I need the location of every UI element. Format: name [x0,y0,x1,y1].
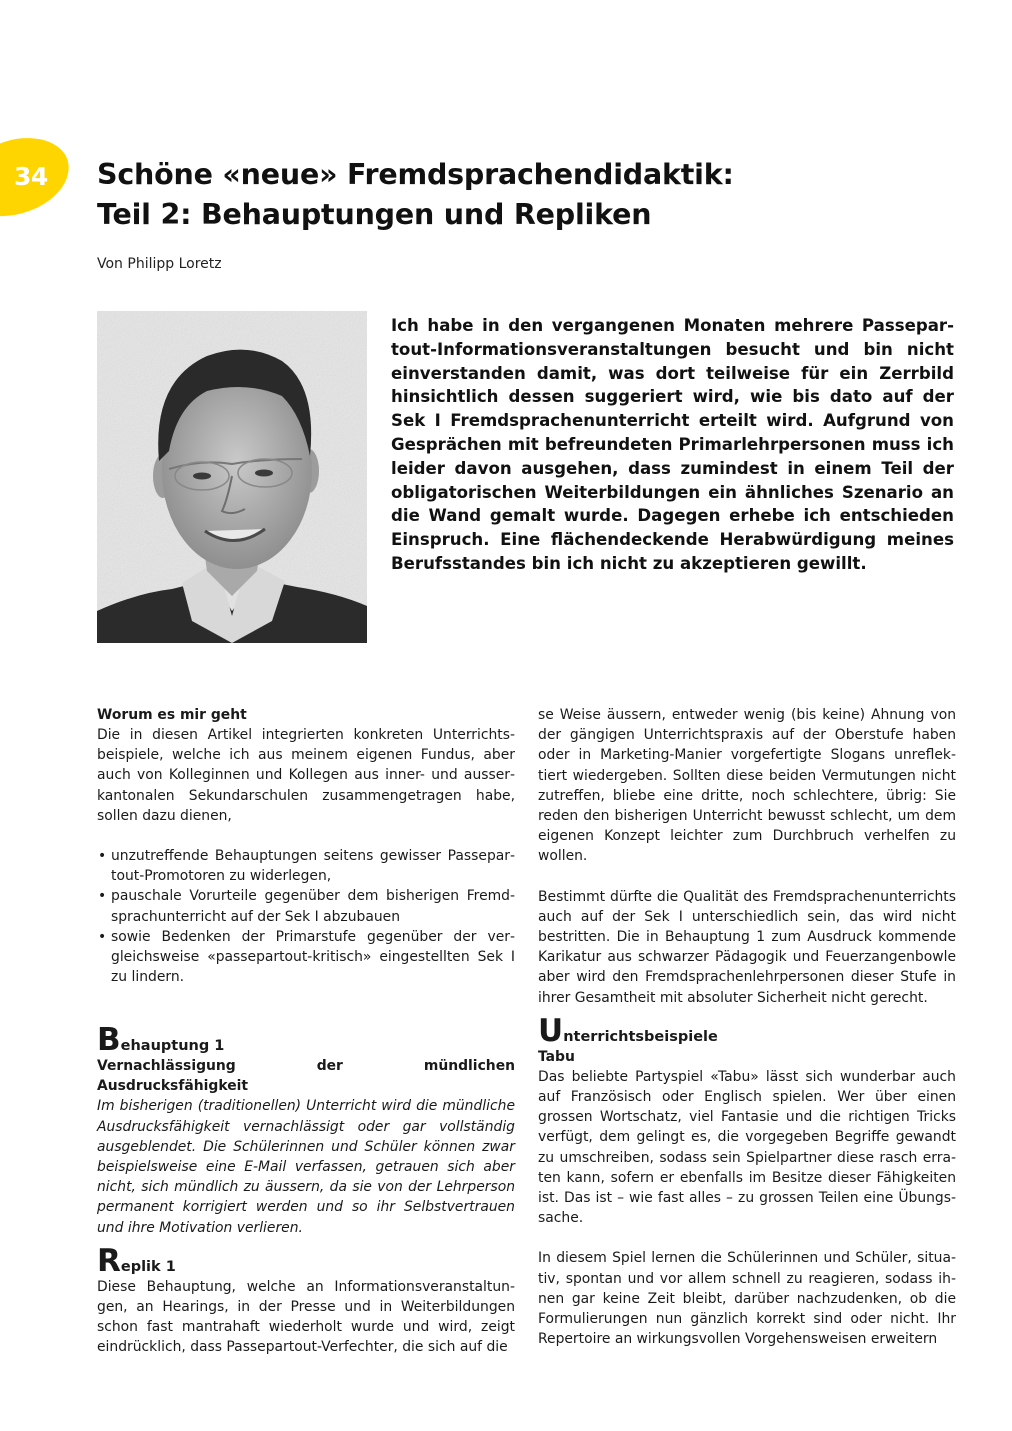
spacer [97,1238,515,1248]
replik-1-text: Diese Behauptung, welche an Informationsveranstaltungen, an Hearings, in der Presse und in Weiterbildungen schon fast mantrahaft wiederholt wurde und wird, zeigt eindrücklich, dass Passepartout-Verfechter, die sich auf die [97,1278,515,1356]
author-portrait [97,311,367,643]
drop-initial: U [538,1012,564,1049]
spacer [538,1008,956,1018]
author-byline: Von Philipp Loretz [97,256,222,272]
heading-behauptung-1 [97,1022,515,1059]
portrait-image-icon [97,311,367,643]
spacer [97,987,515,1027]
behauptung-1-text: Im bisherigen (traditionellen) Unterricht wird die mündliche Ausdrucksfähigkeit vernachlässigt oder gar vollständig ausgeblendet. Die Schülerinnen und Schüler können zwar beispielsweise eine E-Mail verfassen, getrauen sich aber nicht, sich mündlich zu äussern, da sie von der Lehrperson permanent korrigiert werden und so ihr Selbstvertrauen und ihre Motivation verlieren. [97,1098,515,1236]
list-item-text: pauschale Vorurteile gegenüber dem bisherigen Fremdsprachunterricht auf der Sek I abzubauen [111,888,515,925]
tabu-paragraph-1: Das beliebte Partyspiel «Tabu» lässt sich wunderbar auch auf Französisch oder Englisch spielen. Wer über einen grossen Wortschatz, viel Fantasie und die richtigen Tricks verfügt, dem gelingt es, die vorgegeben Begriffe gewandt zu umschreiben, sodass sein Spielpartner diese rasch erraten kann, sofern er ebenfalls im Besitze dieser Fähigkeiten ist. Das ist – wie fast alles – zu grossen Teilen eine Übungssache. [538,1068,956,1227]
subheading-tabu: Tabu [538,1048,575,1065]
title-line-1: Schöne «neue» Fremdsprachendidaktik: [97,158,734,191]
heading-text: ehauptung 1 [120,1038,225,1055]
lead-paragraph: Ich habe in den vergangenen Monaten mehrere Passepartout-Informationsveranstaltungen besucht und bin nicht einverstanden damit, was dort teilweise für ein Zerrbild hinsichtlich dessen suggeriert wird, wie bis dato auf der Sek I Fremdsprachenunterricht erteilt wird. Aufgrund von Gesprächen mit befreundeten Primarlehrpersonen muss ich leider davon ausgehen, dass zumindest in einem Teil der obligatorischen Weiterbildungen ein ähnliches Szenario an die Wand gemalt wurde. Dagegen erhebe ich entschieden Einspruch. Eine flächendeckende Herabwürdigung meines Berufsstandes bin ich nicht zu akzeptieren gewillt. [391,316,954,573]
list-item [97,846,515,886]
tabu-paragraph-2: In diesem Spiel lernen die Schülerinnen und Schüler, situativ, spontan und vor allem schnell zu reagieren, sodass ihnen gar keine Zeit bleibt, darüber nachzudenken, ob die Formulierungen nun gänzlich korrekt sind oder nicht. Ihr Repertoire an wirkungsvollen Vorgehensweisen erweitern [538,1250,956,1348]
bullet-icon: • [98,928,107,945]
replik-1-continued: se Weise äussern, entweder wenig (bis keine) Ahnung von der gängigen Unterrichtspraxis auf der Oberstufe haben oder in Marketing-Manier vorgefertigte Slogans unreflektiert wiedergeben. Sollten diese beiden Vermutungen nicht zutreffen, bliebe eine dritte, noch schlechtere, übrig: Sie reden den bisherigen Unterricht bewusst schlecht, um dem eigenen Konzept leichter zum Durchbruch verhelfen zu wollen. [538,707,956,865]
heading-unterrichtsbeispiele [538,1012,956,1049]
spacer [538,1228,956,1248]
list-item [97,927,515,988]
list-item [97,886,515,926]
title-line-2: Teil 2: Behauptungen und Repliken [97,198,652,231]
drop-initial: B [97,1022,121,1059]
page-number: 34 [14,162,48,191]
right-column [538,705,956,1349]
intro-paragraph: Die in diesen Artikel integrierten konkreten Unterrichtsbeispiele, welche ich aus meinem eigenen Fundus, aber auch von Kolleginnen und Kollegen aus inner- und ausserkantonalen Sekundarschulen zusammengetragen habe, sollen dazu dienen, [97,727,515,824]
bullet-icon: • [98,848,107,865]
spacer [538,867,956,887]
section-heading-worum: Worum es mir geht [97,707,247,723]
list-item-text: sowie Bedenken der Primarstufe gegenüber der vergleichsweise «passepartout-kritisch» eingestellten Sek I zu lindern. [111,928,515,986]
list-item-text: unzutreffende Behauptungen seitens gewisser Passepartout-Promotoren zu widerlegen, [111,848,515,885]
bullet-icon: • [98,888,107,905]
goals-list [97,846,515,987]
article-title [97,155,734,235]
drop-initial: R [97,1242,121,1279]
heading-text: nterrichtsbeispiele [563,1028,718,1045]
replik-1-paragraph-2: Bestimmt dürfte die Qualität des Fremdsprachenunterrichts auch auf der Sek I unterschiedlich sein, das wird nicht bestritten. Die in Behauptung 1 zum Ausdruck kommende Karikatur aus schwarzer Pädagogik und Feuerzangenbowle aber wird den Fremdsprachenlehrpersonen dieser Stufe in ihrer Gesamtheit mit absoluter Sicherheit nicht gerecht. [538,888,956,1006]
left-column [97,705,515,1358]
subheading-behauptung-1: Vernachlässigung der mündlichen Ausdrucksfähigkeit [97,1058,515,1095]
heading-text: eplik 1 [120,1258,176,1275]
heading-replik-1 [97,1242,515,1279]
